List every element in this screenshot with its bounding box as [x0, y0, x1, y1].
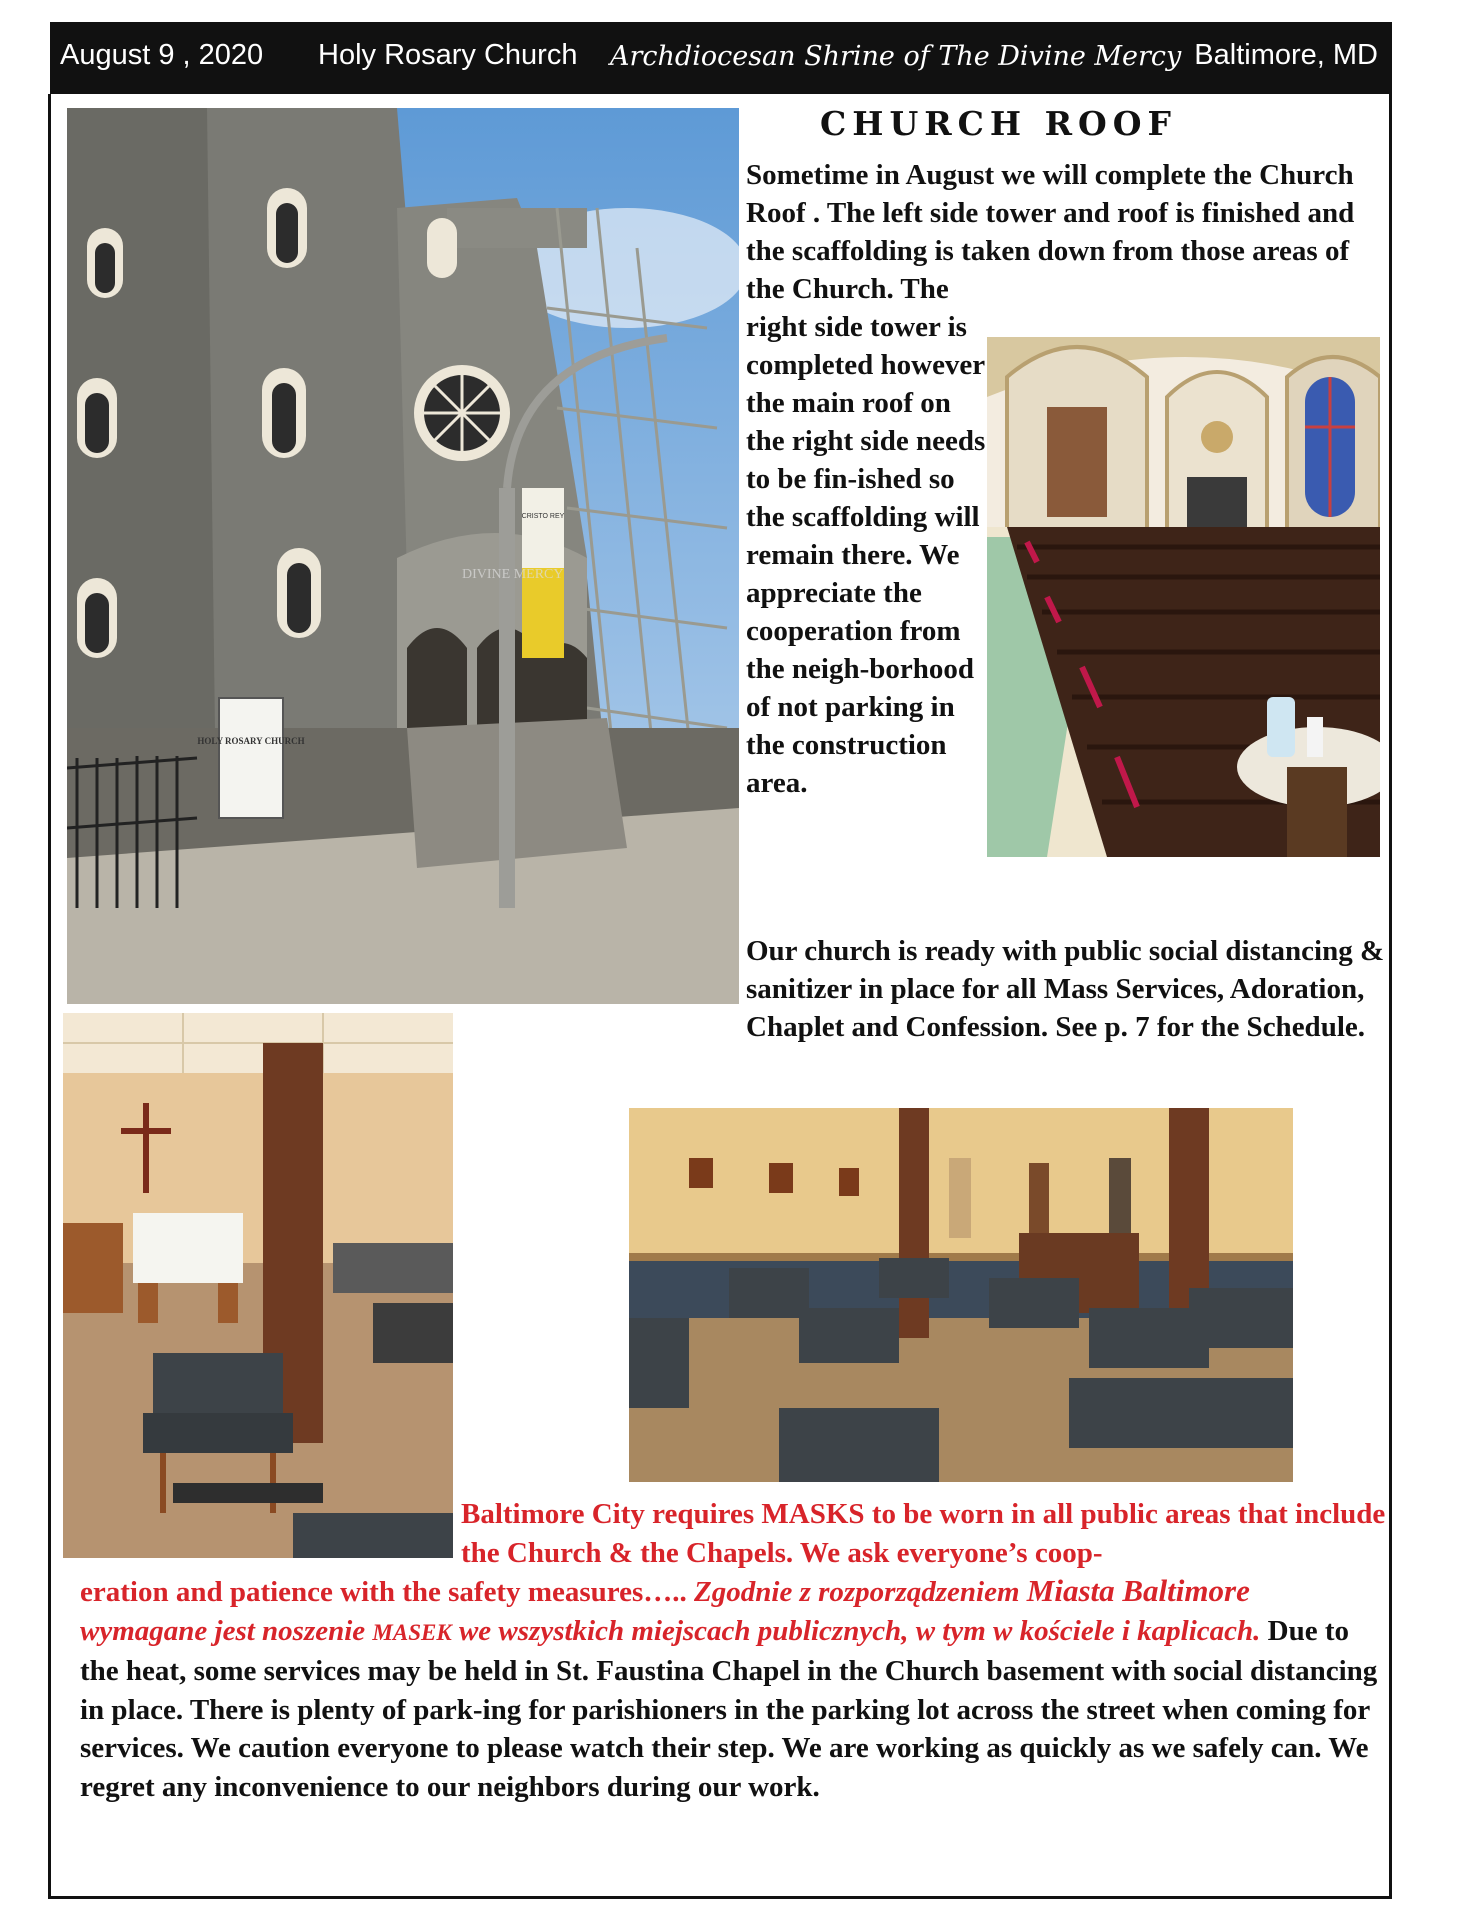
shrine-name: Archdiocesan Shrine of The Divine Mercy	[610, 41, 1182, 72]
ready-paragraph: Our church is ready with public social distancing & sanitizer in place for all Mass Services, Adoration, Chaplet and Confession. See p. 7 for the Schedule.	[746, 935, 1385, 1043]
exterior-sign-text: HOLY ROSARY CHURCH	[197, 736, 305, 746]
banner-top-text: CRISTO REY	[521, 513, 565, 520]
page-header	[50, 22, 1392, 94]
notice-paragraph	[80, 1572, 1380, 1806]
polish-notice-2: Miasta Baltimore	[1026, 1573, 1250, 1608]
chapel-altar-photo	[63, 1013, 453, 1558]
mask-notice-continued: eration and patience with the safety measures…..	[80, 1576, 687, 1608]
polish-notice-4: MASEK	[372, 1619, 452, 1645]
issue-date: August 9 , 2020	[60, 39, 264, 71]
polish-notice-6: .	[1253, 1614, 1261, 1647]
chapel-seating-photo	[629, 1108, 1293, 1482]
polish-notice-3: wymagane jest noszenie	[80, 1614, 366, 1647]
mask-notice: Baltimore City requires MASKS to be worn in all public areas that include the Church & the Chapels. We ask everyone’s coop-	[461, 1498, 1386, 1569]
facade-lettering: DIVINE MERCY	[462, 567, 564, 582]
roof-paragraph-wide: Sometime in August we will complete the Church Roof . The left side tower and roof is finished and the scaffolding is taken down from those areas of the Church. The	[746, 159, 1355, 305]
church-exterior-photo	[67, 108, 739, 1004]
polish-notice-1: Zgodnie z rozporządzeniem	[694, 1576, 1020, 1608]
church-name: Holy Rosary Church	[318, 39, 578, 71]
city-name: Baltimore, MD	[1194, 39, 1378, 71]
church-nave-photo	[987, 337, 1380, 857]
article-title: CHURCH ROOF	[820, 104, 1177, 143]
roof-paragraph-narrow: right side tower is completed however the main roof on the right side needs to be fin-ished so the scaffolding will remain there. We appreciate the cooperation from the neigh-borhood of not parking in the construction area.	[746, 311, 986, 799]
closing-notice: Due to the heat, some services may be held in St. Faustina Chapel in the Church basement with social distancing in place. There is plenty of park-ing for parishioners in the parking lot across the street when coming for services. We caution everyone to please watch their step. We are working as quickly as we safely can. We regret any inconvenience to our neighbors during our work.	[80, 1614, 1378, 1803]
polish-notice-5: we wszystkich miejscach publicznych, w tym w kościele i kaplicach	[458, 1614, 1254, 1647]
